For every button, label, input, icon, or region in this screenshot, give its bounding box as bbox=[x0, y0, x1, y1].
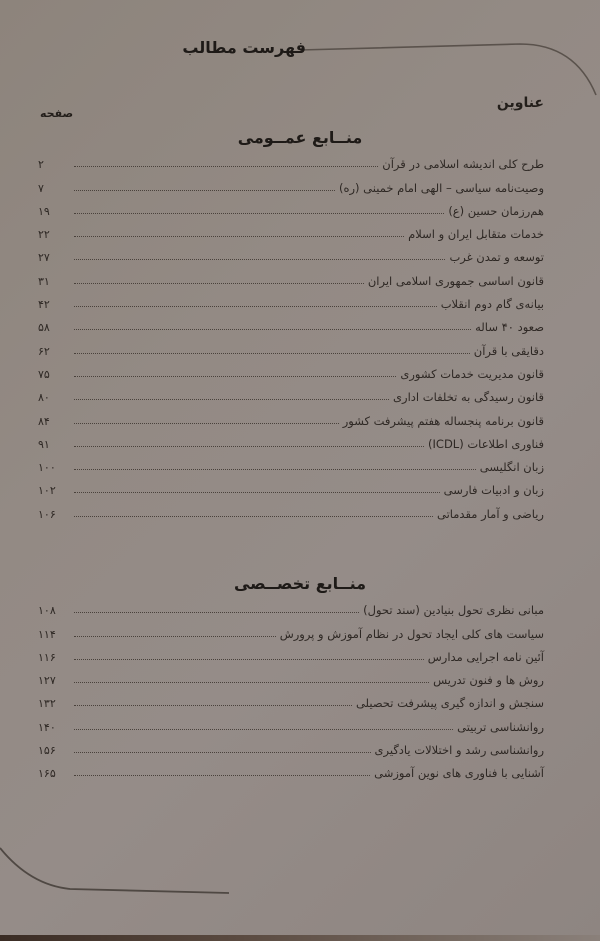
toc-entry-page: ۱۰۰ bbox=[38, 461, 56, 475]
toc-entry-title: قانون برنامه پنجساله هفتم پیشرفت کشور bbox=[342, 413, 544, 428]
toc-entry[interactable] bbox=[38, 404, 544, 427]
toc-entry-page: ۹۱ bbox=[38, 437, 50, 451]
dot-leader bbox=[74, 306, 437, 307]
toc-entry[interactable] bbox=[38, 311, 544, 334]
toc-entry[interactable] bbox=[38, 497, 544, 520]
toc-entry[interactable] bbox=[38, 664, 544, 687]
dot-leader bbox=[74, 353, 470, 354]
toc-entry-page: ۱۶۵ bbox=[38, 767, 56, 781]
toc-entry-title: خدمات متقابل ایران و اسلام bbox=[408, 227, 544, 242]
dot-leader bbox=[74, 752, 371, 753]
toc-entry[interactable] bbox=[38, 148, 544, 171]
toc-entry-title: روانشناسی تربیتی bbox=[457, 719, 544, 734]
toc-entry[interactable] bbox=[38, 734, 544, 757]
dot-leader bbox=[74, 729, 453, 730]
toc-entry-page: ۸۰ bbox=[38, 391, 50, 405]
toc-entry[interactable] bbox=[38, 381, 544, 404]
toc-entry-title: هم‌رزمان حسین (ع) bbox=[448, 203, 544, 218]
dot-leader bbox=[74, 775, 370, 776]
dot-leader bbox=[74, 376, 396, 377]
toc-entry-title: مبانی نظری تحول بنیادین (سند تحول) bbox=[363, 603, 544, 618]
toc-entry-title: دقایقی با قرآن bbox=[473, 343, 544, 358]
toc-entry-page: ۱۲۷ bbox=[38, 674, 56, 688]
toc-entry[interactable] bbox=[38, 594, 544, 617]
dot-leader bbox=[74, 659, 424, 660]
toc-entry-title: قانون مدیریت خدمات کشوری bbox=[400, 366, 544, 381]
toc-entry-title: زبان انگلیسی bbox=[479, 460, 544, 475]
toc-entry-title: قانون رسیدگی به تخلفات اداری bbox=[393, 390, 544, 405]
toc-entry-page: ۱۵۶ bbox=[38, 744, 56, 758]
toc-entry[interactable] bbox=[38, 218, 544, 241]
toc-entry-title: طرح کلی اندیشه اسلامی در قرآن bbox=[382, 157, 544, 172]
page-bottom-edge bbox=[0, 935, 600, 941]
dot-leader bbox=[74, 399, 389, 400]
toc-entry-title: توسعه و تمدن غرب bbox=[449, 250, 544, 265]
toc-entry[interactable] bbox=[38, 617, 544, 640]
dot-leader bbox=[74, 682, 429, 683]
toc-entry-title: قانون اساسی جمهوری اسلامی ایران bbox=[367, 273, 544, 288]
toc-entry[interactable] bbox=[38, 358, 544, 381]
toc-entry[interactable] bbox=[38, 451, 544, 474]
toc-entry[interactable] bbox=[38, 171, 544, 194]
toc-entry[interactable] bbox=[38, 264, 544, 287]
dot-leader bbox=[74, 213, 444, 214]
column-header-titles: عناوین bbox=[496, 95, 544, 111]
toc-entry-page: ۲۷ bbox=[38, 251, 50, 265]
dot-leader bbox=[74, 469, 476, 470]
toc-entry-page: ۱۰۸ bbox=[38, 604, 56, 618]
dot-leader bbox=[74, 705, 352, 706]
toc-entry-page: ۷ bbox=[38, 181, 44, 195]
toc-entry-title: سیاست های کلی ایجاد تحول در نظام آموزش و پرورش bbox=[279, 626, 544, 641]
toc-entry[interactable] bbox=[38, 241, 544, 264]
toc-entry[interactable] bbox=[38, 288, 544, 311]
dot-leader bbox=[74, 636, 276, 637]
toc-entry-page: ۷۵ bbox=[38, 367, 50, 381]
dot-leader bbox=[74, 492, 440, 493]
toc-entry-page: ۱۳۲ bbox=[38, 697, 56, 711]
page-title: فهرست مطالب bbox=[182, 38, 306, 57]
toc-entry-page: ۲۲ bbox=[38, 228, 50, 242]
toc-list-general bbox=[38, 148, 544, 521]
toc-entry-page: ۱۰۶ bbox=[38, 507, 56, 521]
toc-entry-page: ۱۴۰ bbox=[38, 720, 56, 734]
toc-entry[interactable] bbox=[38, 474, 544, 497]
toc-entry[interactable] bbox=[38, 195, 544, 218]
toc-entry[interactable] bbox=[38, 687, 544, 710]
toc-entry[interactable] bbox=[38, 757, 544, 780]
dot-leader bbox=[74, 236, 404, 237]
toc-entry[interactable] bbox=[38, 710, 544, 733]
toc-entry-page: ۱۱۶ bbox=[38, 650, 56, 664]
toc-entry-title: روانشناسی رشد و اختلالات یادگیری bbox=[374, 743, 544, 758]
toc-entry-title: ریاضی و آمار مقدماتی bbox=[436, 506, 544, 521]
toc-entry-title: صعود ۴۰ ساله bbox=[475, 320, 544, 335]
dot-leader bbox=[74, 190, 335, 191]
toc-entry[interactable] bbox=[38, 641, 544, 664]
toc-entry-title: سنجش و اندازه گیری پیشرفت تحصیلی bbox=[355, 696, 544, 711]
toc-entry-page: ۶۲ bbox=[38, 344, 50, 358]
section-heading-specialized: منــابع تخصــصی bbox=[233, 574, 367, 593]
toc-list-specialized bbox=[38, 594, 544, 780]
toc-entry-title: آشنایی با فناوری های نوین آموزشی bbox=[374, 766, 544, 781]
section-heading-general: منــابع عمــومی bbox=[237, 128, 363, 147]
toc-entry[interactable] bbox=[38, 334, 544, 357]
toc-entry-title: فناوری اطلاعات (ICDL) bbox=[428, 436, 544, 451]
toc-entry-page: ۵۸ bbox=[38, 321, 50, 335]
dot-leader bbox=[74, 423, 339, 424]
dot-leader bbox=[74, 516, 433, 517]
toc-entry-page: ۱۱۴ bbox=[38, 627, 56, 641]
dot-leader bbox=[74, 446, 424, 447]
toc-entry-title: روش ها و فنون تدریس bbox=[433, 673, 544, 688]
toc-entry-page: ۱۹ bbox=[38, 204, 50, 218]
toc-entry-title: زبان و ادبیات فارسی bbox=[443, 483, 544, 498]
toc-entry-title: وصیت‌نامه سیاسی – الهی امام خمینی (ره) bbox=[338, 180, 544, 195]
toc-entry-title: آئین نامه اجرایی مدارس bbox=[427, 649, 544, 664]
toc-entry-page: ۲ bbox=[38, 158, 44, 172]
dot-leader bbox=[74, 612, 359, 613]
dot-leader bbox=[74, 329, 471, 330]
toc-entry-page: ۴۲ bbox=[38, 298, 50, 312]
toc-entry-page: ۱۰۲ bbox=[38, 484, 56, 498]
dot-leader bbox=[74, 259, 445, 260]
column-header-page: صفحه bbox=[40, 107, 74, 120]
toc-entry-page: ۳۱ bbox=[38, 274, 50, 288]
dot-leader bbox=[74, 166, 378, 167]
toc-entry[interactable] bbox=[38, 428, 544, 451]
dot-leader bbox=[74, 283, 364, 284]
toc-entry-title: بیانه‌ی گام دوم انقلاب bbox=[440, 297, 544, 312]
toc-entry-page: ۸۴ bbox=[38, 414, 50, 428]
